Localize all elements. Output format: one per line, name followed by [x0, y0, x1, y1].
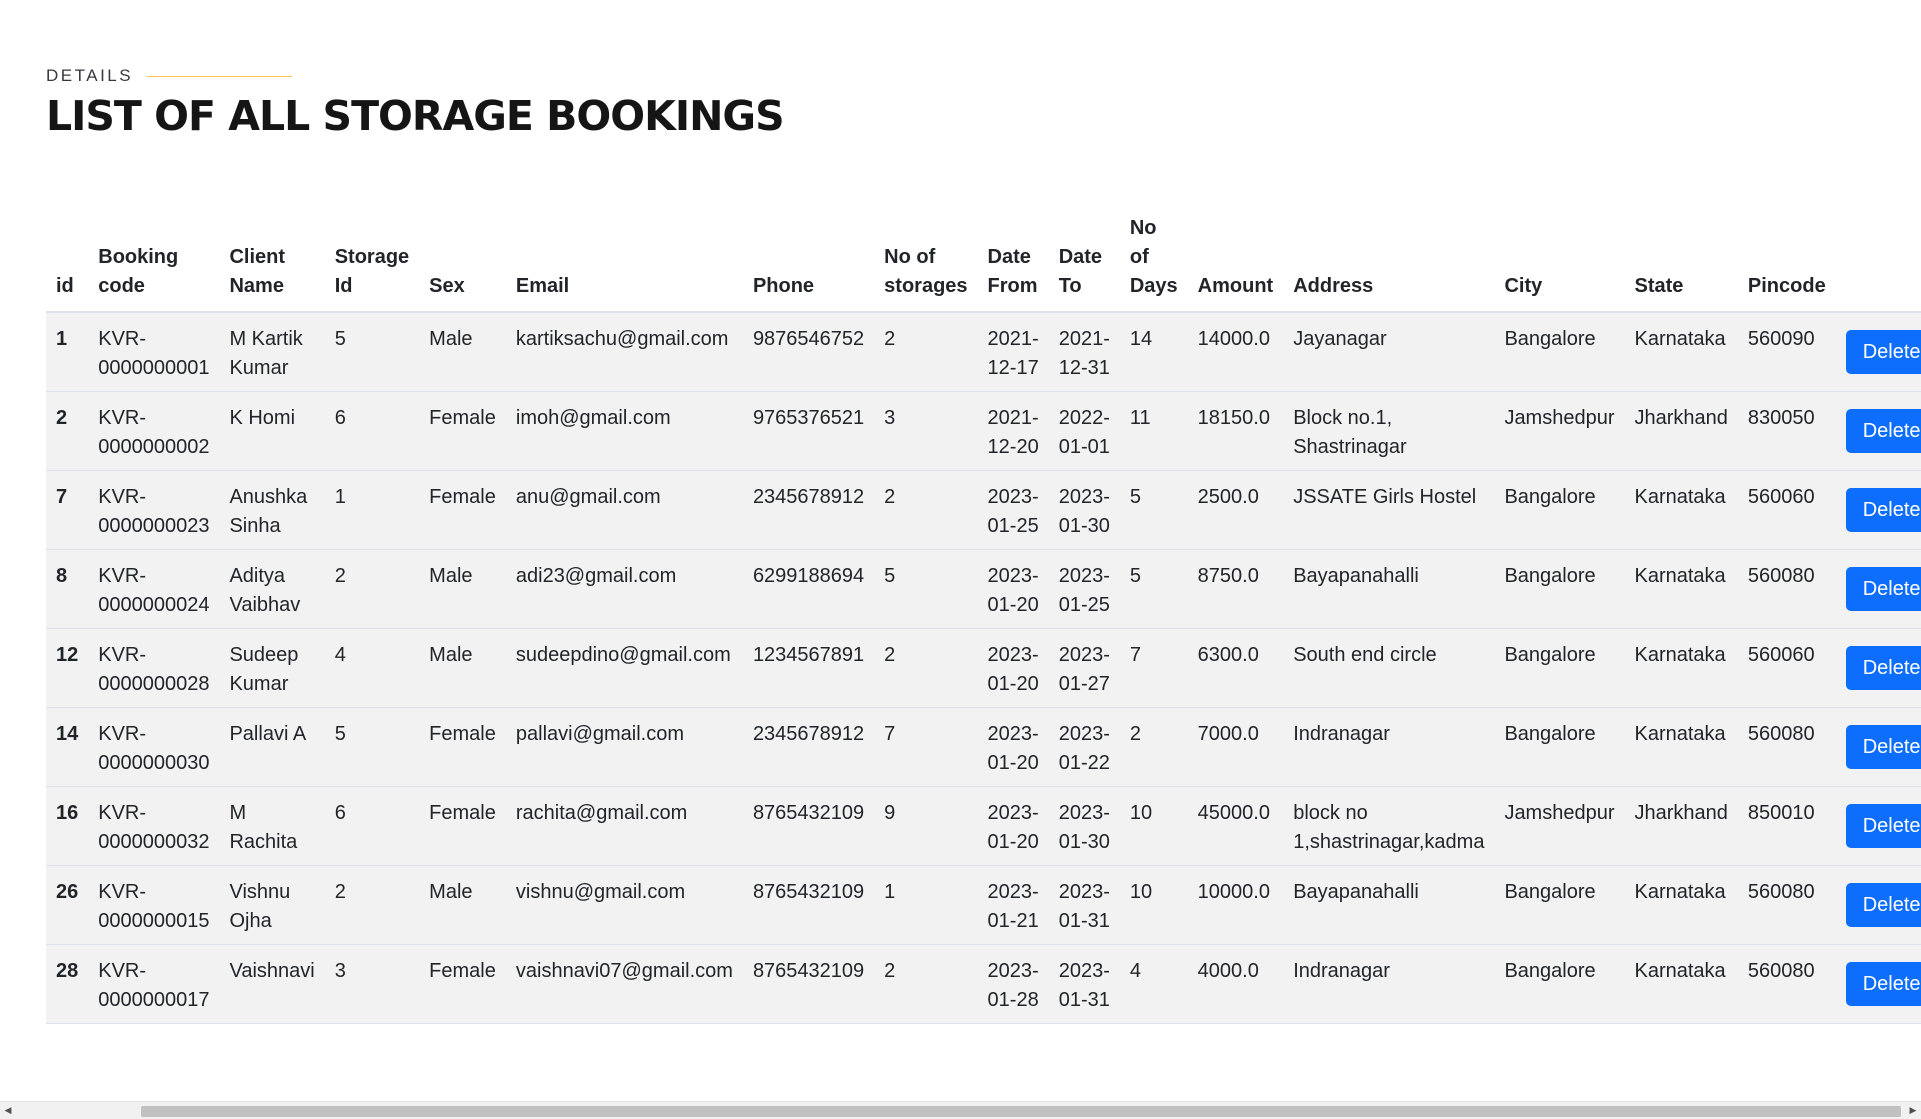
header-action — [1836, 205, 1921, 312]
cell-city: Jamshedpur — [1494, 392, 1624, 471]
table-row — [46, 945, 1921, 1024]
cell-id: 1 — [46, 312, 88, 392]
cell-no-of-days: 14 — [1120, 312, 1188, 392]
cell-client-name: M Kartik Kumar — [219, 312, 324, 392]
cell-date-from: 2023-01-20 — [978, 629, 1049, 708]
cell-state: Karnataka — [1625, 312, 1738, 392]
cell-date-from: 2023-01-20 — [978, 708, 1049, 787]
cell-booking-code: KVR-0000000015 — [88, 866, 219, 945]
header-phone: Phone — [743, 205, 874, 312]
cell-email: anu@gmail.com — [506, 471, 743, 550]
table-row — [46, 708, 1921, 787]
cell-id: 2 — [46, 392, 88, 471]
cell-booking-code: KVR-0000000001 — [88, 312, 219, 392]
cell-amount: 6300.0 — [1188, 629, 1284, 708]
header-pincode: Pincode — [1738, 205, 1836, 312]
cell-pincode: 560080 — [1738, 708, 1836, 787]
cell-booking-code: KVR-0000000024 — [88, 550, 219, 629]
header-no-of-storages: No of storages — [874, 205, 977, 312]
horizontal-scrollbar[interactable] — [0, 1101, 1921, 1119]
cell-no-of-storages: 2 — [874, 629, 977, 708]
cell-state: Karnataka — [1625, 708, 1738, 787]
cell-address: South end circle — [1283, 629, 1494, 708]
header-city: City — [1494, 205, 1624, 312]
cell-city: Bangalore — [1494, 550, 1624, 629]
delete-button[interactable]: Delete — [1846, 330, 1921, 374]
table-row — [46, 629, 1921, 708]
cell-sex: Female — [419, 392, 506, 471]
cell-sex: Female — [419, 471, 506, 550]
header-state: State — [1625, 205, 1738, 312]
bookings-table — [46, 205, 1921, 1024]
table-row — [46, 866, 1921, 945]
cell-no-of-days: 4 — [1120, 945, 1188, 1024]
cell-city: Bangalore — [1494, 312, 1624, 392]
cell-booking-code: KVR-0000000030 — [88, 708, 219, 787]
cell-city: Jamshedpur — [1494, 787, 1624, 866]
cell-client-name: M Rachita — [219, 787, 324, 866]
cell-address: Indranagar — [1283, 708, 1494, 787]
cell-address: block no 1,shastrinagar,kadma — [1283, 787, 1494, 866]
cell-sex: Female — [419, 945, 506, 1024]
cell-date-to: 2023-01-27 — [1049, 629, 1120, 708]
cell-id: 28 — [46, 945, 88, 1024]
cell-action — [1836, 471, 1921, 550]
cell-storage-id: 3 — [325, 945, 419, 1024]
cell-no-of-storages: 9 — [874, 787, 977, 866]
cell-date-to: 2023-01-30 — [1049, 471, 1120, 550]
cell-storage-id: 6 — [325, 392, 419, 471]
cell-pincode: 560080 — [1738, 945, 1836, 1024]
cell-city: Bangalore — [1494, 866, 1624, 945]
cell-date-from: 2023-01-20 — [978, 550, 1049, 629]
cell-no-of-days: 10 — [1120, 866, 1188, 945]
page-title: LIST OF ALL STORAGE BOOKINGS — [46, 92, 784, 140]
cell-action — [1836, 945, 1921, 1024]
cell-state: Karnataka — [1625, 629, 1738, 708]
cell-client-name: Vaishnavi — [219, 945, 324, 1024]
cell-booking-code: KVR-0000000017 — [88, 945, 219, 1024]
cell-action — [1836, 708, 1921, 787]
cell-email: pallavi@gmail.com — [506, 708, 743, 787]
header-id: id — [46, 205, 88, 312]
cell-state: Karnataka — [1625, 471, 1738, 550]
cell-date-from: 2023-01-25 — [978, 471, 1049, 550]
cell-city: Bangalore — [1494, 945, 1624, 1024]
cell-sex: Female — [419, 787, 506, 866]
cell-address: Bayapanahalli — [1283, 866, 1494, 945]
table-row — [46, 787, 1921, 866]
cell-amount: 14000.0 — [1188, 312, 1284, 392]
cell-email: kartiksachu@gmail.com — [506, 312, 743, 392]
cell-sex: Male — [419, 866, 506, 945]
cell-state: Karnataka — [1625, 945, 1738, 1024]
cell-no-of-storages: 5 — [874, 550, 977, 629]
cell-pincode: 560060 — [1738, 471, 1836, 550]
table-row — [46, 392, 1921, 471]
cell-amount: 8750.0 — [1188, 550, 1284, 629]
cell-address: JSSATE Girls Hostel — [1283, 471, 1494, 550]
header-amount: Amount — [1188, 205, 1284, 312]
scroll-right-arrow-icon[interactable]: ▶ — [1909, 1106, 1917, 1116]
delete-button[interactable]: Delete — [1846, 883, 1921, 927]
cell-address: Jayanagar — [1283, 312, 1494, 392]
cell-date-to: 2023-01-22 — [1049, 708, 1120, 787]
cell-id: 12 — [46, 629, 88, 708]
cell-email: vaishnavi07@gmail.com — [506, 945, 743, 1024]
cell-date-from: 2023-01-20 — [978, 787, 1049, 866]
cell-id: 7 — [46, 471, 88, 550]
scrollbar-thumb[interactable] — [141, 1106, 1901, 1117]
cell-amount: 45000.0 — [1188, 787, 1284, 866]
cell-action — [1836, 550, 1921, 629]
cell-date-from: 2023-01-21 — [978, 866, 1049, 945]
cell-sex: Female — [419, 708, 506, 787]
cell-email: sudeepdino@gmail.com — [506, 629, 743, 708]
cell-phone: 9765376521 — [743, 392, 874, 471]
cell-action — [1836, 629, 1921, 708]
header-address: Address — [1283, 205, 1494, 312]
cell-no-of-days: 5 — [1120, 550, 1188, 629]
cell-no-of-storages: 3 — [874, 392, 977, 471]
cell-city: Bangalore — [1494, 471, 1624, 550]
cell-date-to: 2021-12-31 — [1049, 312, 1120, 392]
delete-button[interactable]: Delete — [1846, 488, 1921, 532]
cell-amount: 2500.0 — [1188, 471, 1284, 550]
section-tag-label: DETAILS — [46, 66, 134, 85]
cell-phone: 9876546752 — [743, 312, 874, 392]
cell-client-name: K Homi — [219, 392, 324, 471]
cell-email: rachita@gmail.com — [506, 787, 743, 866]
delete-button[interactable]: Delete — [1846, 725, 1921, 769]
cell-booking-code: KVR-0000000002 — [88, 392, 219, 471]
cell-phone: 6299188694 — [743, 550, 874, 629]
cell-client-name: Sudeep Kumar — [219, 629, 324, 708]
cell-email: adi23@gmail.com — [506, 550, 743, 629]
cell-state: Karnataka — [1625, 866, 1738, 945]
header-email: Email — [506, 205, 743, 312]
cell-no-of-storages: 1 — [874, 866, 977, 945]
cell-no-of-days: 2 — [1120, 708, 1188, 787]
cell-id: 16 — [46, 787, 88, 866]
cell-no-of-storages: 2 — [874, 312, 977, 392]
delete-button[interactable]: Delete — [1846, 646, 1921, 690]
cell-phone: 8765432109 — [743, 866, 874, 945]
cell-phone: 8765432109 — [743, 787, 874, 866]
cell-client-name: Anushka Sinha — [219, 471, 324, 550]
cell-no-of-days: 7 — [1120, 629, 1188, 708]
table-row — [46, 550, 1921, 629]
cell-id: 26 — [46, 866, 88, 945]
cell-no-of-days: 11 — [1120, 392, 1188, 471]
cell-amount: 7000.0 — [1188, 708, 1284, 787]
table-row — [46, 312, 1921, 392]
cell-date-to: 2023-01-31 — [1049, 945, 1120, 1024]
cell-storage-id: 2 — [325, 866, 419, 945]
cell-amount: 18150.0 — [1188, 392, 1284, 471]
cell-storage-id: 5 — [325, 312, 419, 392]
cell-date-to: 2022-01-01 — [1049, 392, 1120, 471]
header-no-of-days: No of Days — [1120, 205, 1188, 312]
cell-amount: 10000.0 — [1188, 866, 1284, 945]
cell-booking-code: KVR-0000000023 — [88, 471, 219, 550]
cell-date-to: 2023-01-31 — [1049, 866, 1120, 945]
bookings-table-container — [46, 205, 1921, 1024]
scroll-left-arrow-icon[interactable]: ◀ — [4, 1106, 12, 1116]
cell-storage-id: 4 — [325, 629, 419, 708]
cell-pincode: 850010 — [1738, 787, 1836, 866]
cell-phone: 2345678912 — [743, 471, 874, 550]
cell-date-to: 2023-01-30 — [1049, 787, 1120, 866]
cell-city: Bangalore — [1494, 629, 1624, 708]
cell-phone: 2345678912 — [743, 708, 874, 787]
cell-date-from: 2021-12-20 — [978, 392, 1049, 471]
cell-amount: 4000.0 — [1188, 945, 1284, 1024]
section-tag-divider — [147, 76, 292, 77]
cell-client-name: Aditya Vaibhav — [219, 550, 324, 629]
cell-sex: Male — [419, 312, 506, 392]
cell-pincode: 560060 — [1738, 629, 1836, 708]
cell-booking-code: KVR-0000000028 — [88, 629, 219, 708]
cell-action — [1836, 392, 1921, 471]
delete-button[interactable]: Delete — [1846, 962, 1921, 1006]
cell-address: Indranagar — [1283, 945, 1494, 1024]
cell-booking-code: KVR-0000000032 — [88, 787, 219, 866]
cell-state: Karnataka — [1625, 550, 1738, 629]
cell-phone: 8765432109 — [743, 945, 874, 1024]
cell-client-name: Pallavi A — [219, 708, 324, 787]
header-booking-code: Booking code — [88, 205, 219, 312]
cell-date-to: 2023-01-25 — [1049, 550, 1120, 629]
cell-phone: 1234567891 — [743, 629, 874, 708]
cell-no-of-storages: 2 — [874, 471, 977, 550]
cell-address: Block no.1, Shastrinagar — [1283, 392, 1494, 471]
header-storage-id: Storage Id — [325, 205, 419, 312]
cell-no-of-storages: 7 — [874, 708, 977, 787]
section-tag — [46, 66, 292, 86]
header-date-to: Date To — [1049, 205, 1120, 312]
header-date-from: Date From — [978, 205, 1049, 312]
cell-no-of-days: 5 — [1120, 471, 1188, 550]
cell-id: 14 — [46, 708, 88, 787]
cell-sex: Male — [419, 550, 506, 629]
cell-sex: Male — [419, 629, 506, 708]
cell-storage-id: 2 — [325, 550, 419, 629]
cell-email: vishnu@gmail.com — [506, 866, 743, 945]
cell-action — [1836, 787, 1921, 866]
table-body — [46, 312, 1921, 1024]
cell-date-from: 2023-01-28 — [978, 945, 1049, 1024]
table-row — [46, 471, 1921, 550]
cell-address: Bayapanahalli — [1283, 550, 1494, 629]
cell-no-of-days: 10 — [1120, 787, 1188, 866]
cell-date-from: 2021-12-17 — [978, 312, 1049, 392]
cell-action — [1836, 312, 1921, 392]
header-client-name: Client Name — [219, 205, 324, 312]
cell-no-of-storages: 2 — [874, 945, 977, 1024]
cell-pincode: 560080 — [1738, 550, 1836, 629]
cell-pincode: 830050 — [1738, 392, 1836, 471]
table-header-row — [46, 205, 1921, 312]
delete-button[interactable]: Delete — [1846, 567, 1921, 611]
cell-storage-id: 1 — [325, 471, 419, 550]
cell-id: 8 — [46, 550, 88, 629]
cell-city: Bangalore — [1494, 708, 1624, 787]
cell-storage-id: 6 — [325, 787, 419, 866]
cell-pincode: 560080 — [1738, 866, 1836, 945]
delete-button[interactable]: Delete — [1846, 409, 1921, 453]
cell-email: imoh@gmail.com — [506, 392, 743, 471]
cell-client-name: Vishnu Ojha — [219, 866, 324, 945]
cell-state: Jharkhand — [1625, 392, 1738, 471]
cell-action — [1836, 866, 1921, 945]
delete-button[interactable]: Delete — [1846, 804, 1921, 848]
cell-state: Jharkhand — [1625, 787, 1738, 866]
cell-storage-id: 5 — [325, 708, 419, 787]
cell-pincode: 560090 — [1738, 312, 1836, 392]
header-sex: Sex — [419, 205, 506, 312]
